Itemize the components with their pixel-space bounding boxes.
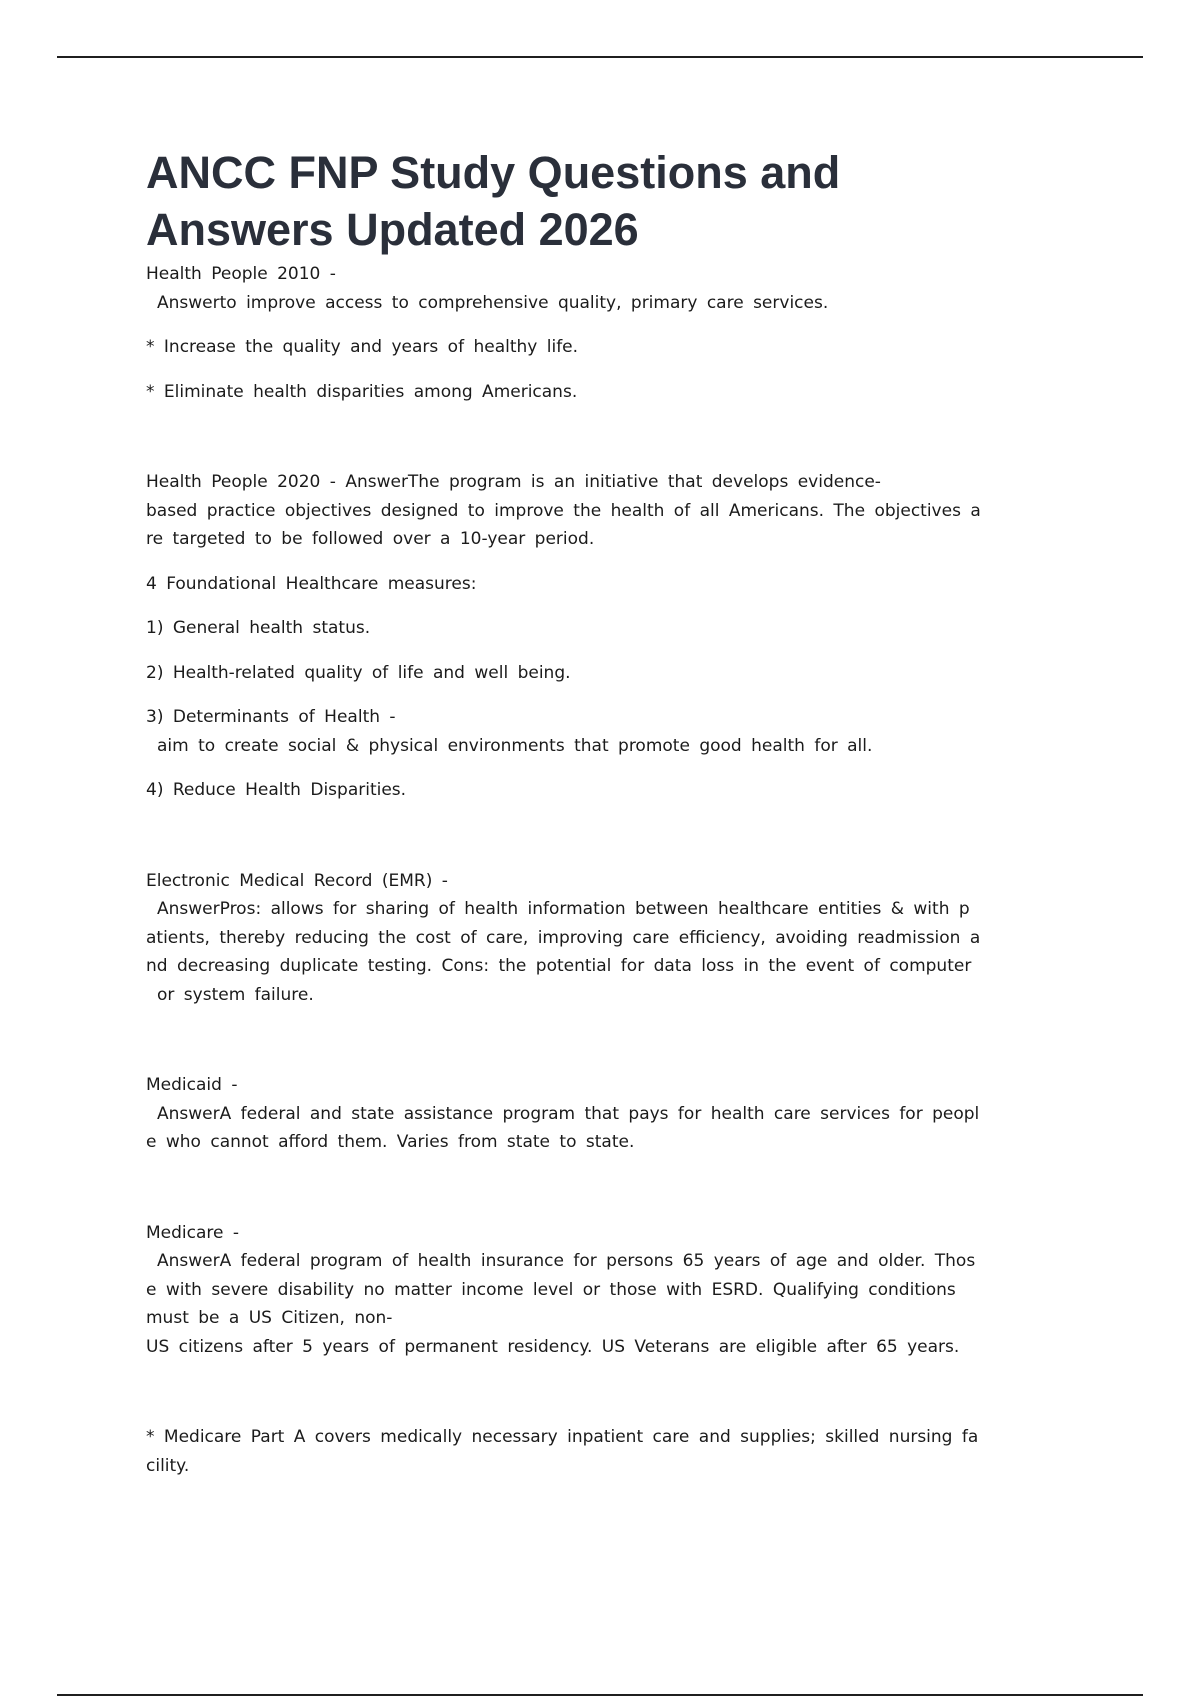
answer-line: e with severe disability no matter income level or those with ESRD. Qualifying conditions	[146, 1279, 956, 1300]
document-page	[146, 144, 1056, 1480]
answer-line: AnswerPros: allows for sharing of health information between healthcare entities & with p	[157, 899, 970, 919]
bullet-line: cility.	[146, 1455, 190, 1476]
bullet-item: * Eliminate health disparities among Americans.	[146, 381, 578, 402]
bullet-item	[146, 1423, 1056, 1480]
document-title	[146, 144, 1056, 258]
list-item: 2) Health-related quality of life and well being.	[146, 662, 571, 683]
section-paragraph	[146, 468, 1056, 554]
heading-text: Medicare -	[146, 1222, 240, 1243]
answer-line: atients, thereby reducing the cost of care, improving care efficiency, avoiding readmission a	[146, 927, 981, 948]
title-line: ANCC FNP Study Questions and	[146, 147, 841, 198]
title-line: Answers Updated 2026	[146, 204, 639, 255]
section-heading	[146, 260, 1056, 317]
bullet-item: * Increase the quality and years of healthy life.	[146, 337, 579, 357]
list-item	[146, 703, 1056, 760]
answer-line: must be a US Citizen, non-	[146, 1308, 393, 1328]
section-medicare	[146, 1219, 1056, 1362]
bullet-line: * Medicare Part A covers medically necessary inpatient care and supplies; skilled nursing fa	[146, 1427, 979, 1447]
list-item-line: aim to create social & physical environments that promote good health for all.	[157, 735, 873, 756]
paragraph-line: based practice objectives designed to improve the health of all Americans. The objectives a	[146, 500, 981, 521]
section-emr	[146, 867, 1056, 1010]
list-item: 1) General health status.	[146, 618, 371, 638]
list-item: 4 Foundational Healthcare measures:	[146, 573, 477, 594]
section-paragraph	[146, 1219, 1056, 1362]
bottom-rule	[57, 1694, 1143, 1696]
list-item-line: 3) Determinants of Health -	[146, 707, 396, 727]
answer-line: AnswerA federal program of health insurance for persons 65 years of age and older. Thos	[157, 1251, 976, 1271]
section-health-people-2010	[146, 260, 1056, 406]
heading-text: Medicaid -	[146, 1075, 238, 1095]
heading-text: Health People 2010 -	[146, 264, 336, 284]
list-item: 4) Reduce Health Disparities.	[146, 780, 407, 800]
paragraph-line: re targeted to be followed over a 10-year period.	[146, 529, 595, 549]
answer-line: AnswerA federal and state assistance program that pays for health care services for peopl	[157, 1103, 980, 1124]
section-medicare-part-a	[146, 1423, 1056, 1480]
top-rule	[57, 56, 1143, 58]
answer-line: e who cannot afford them. Varies from state to state.	[146, 1132, 635, 1152]
answer-line: nd decreasing duplicate testing. Cons: the potential for data loss in the event of computer	[146, 956, 972, 976]
answer-line: US citizens after 5 years of permanent residency. US Veterans are eligible after 65 years.	[146, 1336, 960, 1357]
heading-text: Electronic Medical Record (EMR) -	[146, 870, 448, 891]
answer-line: Answerto improve access to comprehensive quality, primary care services.	[157, 292, 829, 313]
answer-line: or system failure.	[157, 984, 314, 1005]
paragraph-line: Health People 2020 - AnswerThe program is an initiative that develops evidence-	[146, 472, 881, 492]
section-medicaid	[146, 1071, 1056, 1157]
section-health-people-2020	[146, 468, 1056, 805]
section-paragraph	[146, 1071, 1056, 1157]
section-paragraph	[146, 867, 1056, 1010]
